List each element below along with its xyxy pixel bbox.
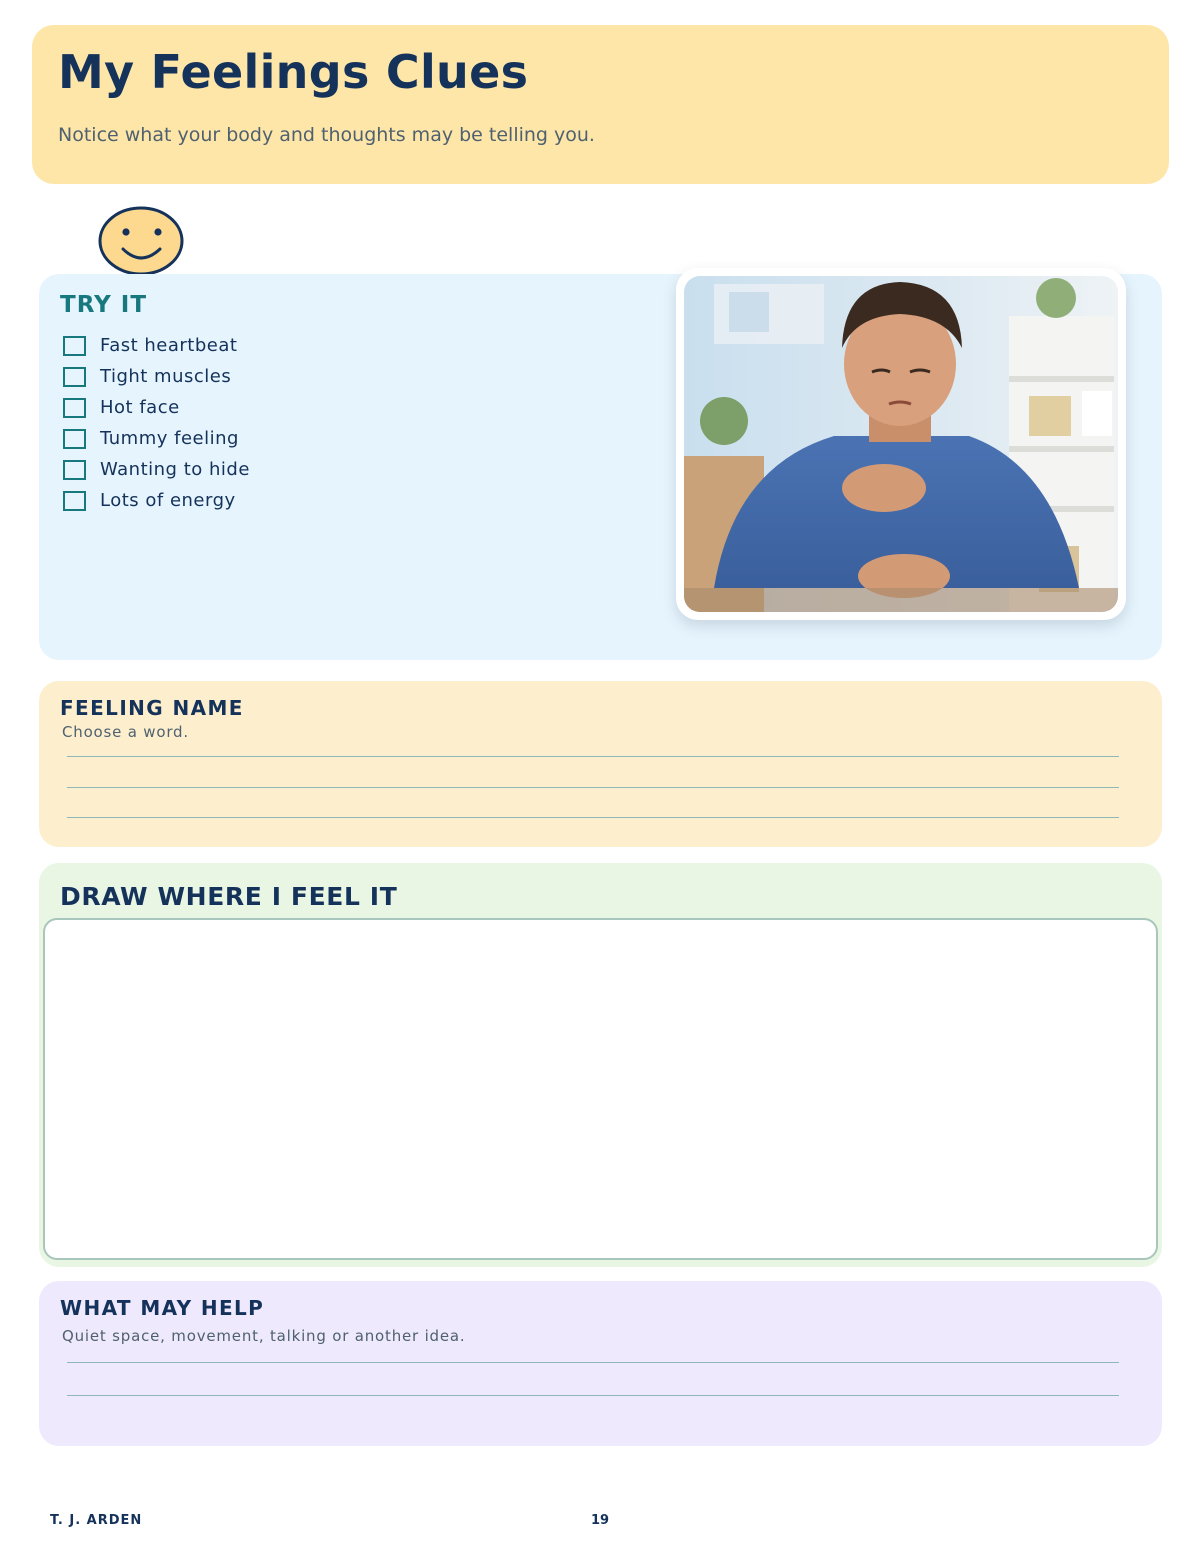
footer-author: T. J. ARDEN — [50, 1513, 143, 1528]
boy-photo — [684, 276, 1118, 612]
page-subtitle: Notice what your body and thoughts may be telling you. — [58, 124, 595, 146]
page-number: 19 — [591, 1513, 610, 1528]
page-title: My Feelings Clues — [58, 45, 529, 99]
smiley-face-icon — [98, 205, 186, 277]
checklist-item[interactable] — [63, 485, 250, 516]
checklist-item-label: Hot face — [100, 397, 180, 418]
feeling-name-hint: Choose a word. — [62, 723, 189, 741]
feeling-name-panel — [39, 681, 1162, 847]
checklist-item-label: Tummy feeling — [100, 428, 239, 449]
writing-line[interactable] — [67, 787, 1119, 788]
what-may-help-hint: Quiet space, movement, talking or another idea. — [62, 1327, 466, 1345]
empty-checkbox-icon[interactable] — [63, 491, 86, 511]
try-it-title: TRY IT — [60, 292, 148, 318]
checklist-item-label: Tight muscles — [100, 366, 232, 387]
writing-line[interactable] — [67, 1395, 1119, 1396]
empty-checkbox-icon[interactable] — [63, 460, 86, 480]
what-may-help-panel — [39, 1281, 1162, 1446]
writing-line[interactable] — [67, 756, 1119, 757]
page-header — [32, 25, 1169, 184]
checklist-item[interactable] — [63, 361, 250, 392]
what-may-help-title: WHAT MAY HELP — [60, 1296, 265, 1320]
boy-photo-frame — [676, 268, 1126, 620]
empty-checkbox-icon[interactable] — [63, 398, 86, 418]
checklist-item-label: Lots of energy — [100, 490, 236, 511]
empty-checkbox-icon[interactable] — [63, 336, 86, 356]
checklist-item[interactable] — [63, 392, 250, 423]
writing-line[interactable] — [67, 1362, 1119, 1363]
checklist-item-label: Fast heartbeat — [100, 335, 238, 356]
checklist-item[interactable] — [63, 454, 250, 485]
checklist-item[interactable] — [63, 330, 250, 361]
draw-title: DRAW WHERE I FEEL IT — [60, 882, 398, 911]
checklist-item-label: Wanting to hide — [100, 459, 250, 480]
checklist-item[interactable] — [63, 423, 250, 454]
empty-checkbox-icon[interactable] — [63, 429, 86, 449]
body-clues-checklist — [63, 330, 250, 516]
writing-line[interactable] — [67, 817, 1119, 818]
empty-checkbox-icon[interactable] — [63, 367, 86, 387]
drawing-area[interactable] — [43, 918, 1158, 1260]
feeling-name-title: FEELING NAME — [60, 696, 244, 720]
